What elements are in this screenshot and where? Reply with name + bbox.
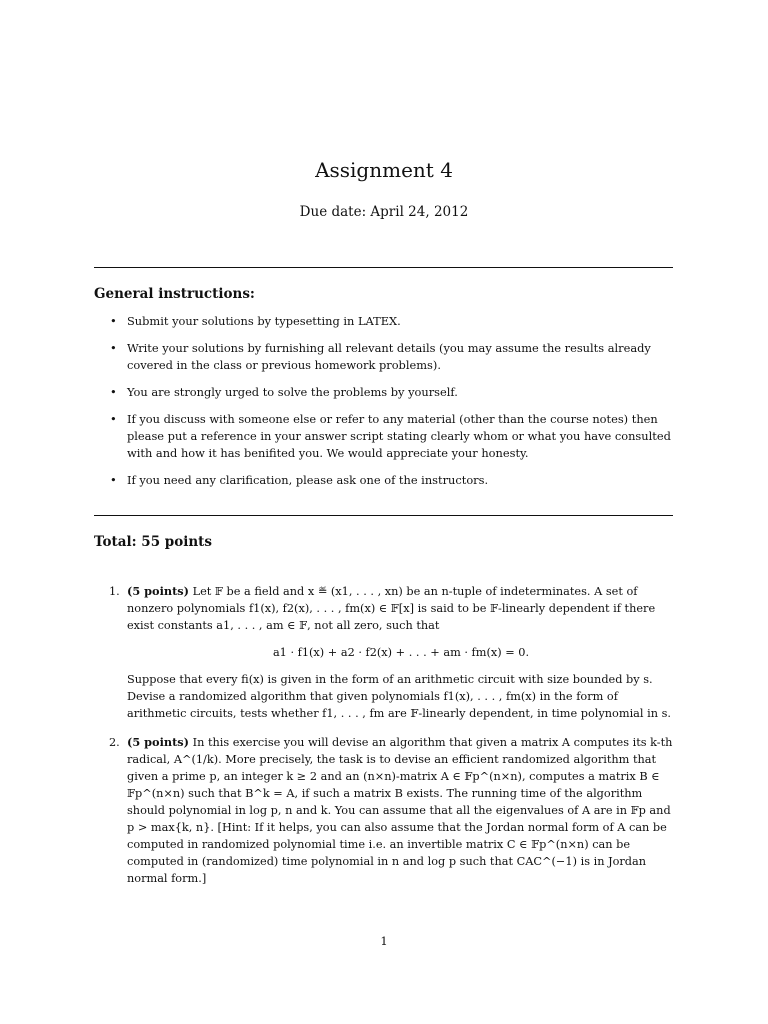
linear-dependence-equation: a1 · f1(x) + a2 · f2(x) + . . . + am · fm(x) = 0. — [272, 646, 530, 659]
middle-rule — [94, 515, 673, 516]
total-points-heading: Total: 55 points — [94, 534, 213, 550]
problem-2-body — [127, 734, 675, 887]
problem-1-body: Suppose that every fi(x) is given in the form of an arithmetic circuit with size bounded by s. Devise a randomized algorithm that given polynomials f1(x), . . . , fm(x) in the form of arithmetic circuits, tests whether f1, . . . , fm are 𝔽-linearly dependent, in time polynomial in s. — [127, 673, 671, 720]
instruction-item: • Submit your solutions by typesetting in LATEX. — [94, 313, 673, 330]
general-instructions-heading: General instructions: — [94, 286, 255, 302]
problems-list — [94, 583, 675, 899]
problem-number: 1. — [109, 585, 120, 598]
top-rule — [94, 267, 673, 268]
instruction-item: • You are strongly urged to solve the problems by yourself. — [94, 384, 673, 401]
problem-1-intro-text: Let 𝔽 be a field and x ≝ (x1, . . . , xn) be an n-tuple of indeterminates. A set of nonzero polynomials f1(x), f2(x), . . . , fm(x) ∈ 𝔽[x] is said to be 𝔽-linearly dependent if there exist constants a1, . . . , am ∈ 𝔽, not all zero, such that — [127, 585, 656, 632]
problem-number: 2. — [109, 736, 120, 749]
problem-points: (5 points) — [127, 735, 190, 749]
instruction-item: • If you need any clarification, please ask one of the instructors. — [94, 472, 673, 489]
problem-2 — [94, 734, 675, 887]
page-number: 1 — [380, 934, 388, 948]
instruction-item: • Write your solutions by furnishing all relevant details (you may assume the results already covered in the class or previous homework problems). — [94, 340, 673, 374]
problem-points: (5 points) — [127, 584, 190, 598]
problem-2-body-text: In this exercise you will devise an algorithm that given a matrix A computes its k-th radical, A^(1/k). More precisely, the task is to devise an efficient randomized algorithm that given a prime p, an integer k ≥ 2 and an (n×n)-matrix A ∈ 𝔽p^(n×n), computes a matrix B ∈ 𝔽p^(n×n) such that B^k = A, if such a matrix B exists. The running time of the algorithm should polynomial in log p, n and k. You can assume that all the eigenvalues of A are in 𝔽p and p > max{k, n}. [Hint: If it helps, you can also assume that the Jordan normal form of A can be computed in randomized polynomial time i.e. an invertible matrix C ∈ 𝔽p^(n×n) can be computed in (randomized) time polynomial in n and log p such that CAC^(−1) is in Jordan normal form.] — [127, 736, 673, 885]
assignment-title: Assignment 4 — [315, 158, 453, 182]
problem-1 — [94, 583, 675, 722]
instruction-item: • If you discuss with someone else or refer to any material (other than the course notes) then please put a reference in your answer script stating clearly whom or what you have consulted with and how it has benifited you. We would appreciate your honesty. — [94, 411, 673, 462]
instructions-list — [94, 313, 673, 499]
due-date: Due date: April 24, 2012 — [299, 204, 469, 220]
problem-1-intro — [127, 583, 675, 634]
